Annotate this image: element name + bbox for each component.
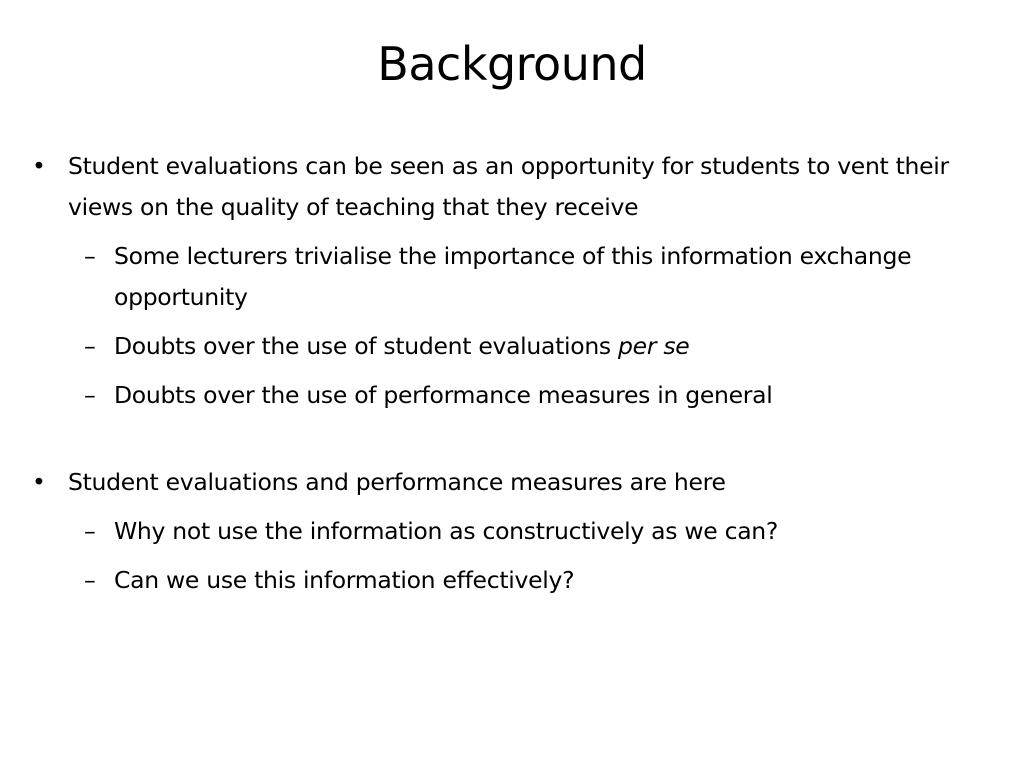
sub-bullet-item bbox=[84, 560, 1005, 601]
sub-bullet-marker: – bbox=[84, 381, 96, 409]
sub-bullet-text: Some lecturers trivialise the importance of this information exchange opportunity bbox=[114, 242, 912, 311]
italic-phrase: per se bbox=[618, 332, 690, 360]
sub-bullet-text: Can we use this information effectively? bbox=[114, 566, 575, 594]
slide-body bbox=[30, 146, 1005, 601]
sub-bullet-marker: – bbox=[84, 566, 96, 594]
slide-title: Background bbox=[377, 37, 647, 91]
bullet-marker: • bbox=[32, 468, 46, 496]
sub-bullet-text: Why not use the information as constructively as we can? bbox=[114, 517, 779, 545]
sub-bullet-item bbox=[84, 236, 1005, 318]
sub-bullet-text: Doubts over the use of performance measures in general bbox=[114, 381, 773, 409]
sub-bullet-text: Doubts over the use of student evaluations bbox=[114, 332, 619, 360]
bullet-text: Student evaluations and performance measures are here bbox=[68, 468, 726, 496]
sub-bullet-item bbox=[84, 326, 1005, 367]
sub-bullet-text-with-italic bbox=[114, 326, 1005, 367]
sub-bullet-item bbox=[84, 511, 1005, 552]
sub-bullet-marker: – bbox=[84, 242, 96, 270]
bullet-item bbox=[30, 462, 1005, 503]
sub-bullet-marker: – bbox=[84, 332, 96, 360]
sub-bullet-item bbox=[84, 375, 1005, 416]
bullet-marker: • bbox=[32, 152, 46, 180]
bullet-item bbox=[30, 146, 1005, 228]
sub-bullet-marker: – bbox=[84, 517, 96, 545]
bullet-text: Student evaluations can be seen as an opportunity for students to vent their views on the quality of teaching that they receive bbox=[68, 152, 949, 221]
bullet-gap bbox=[30, 416, 1005, 462]
